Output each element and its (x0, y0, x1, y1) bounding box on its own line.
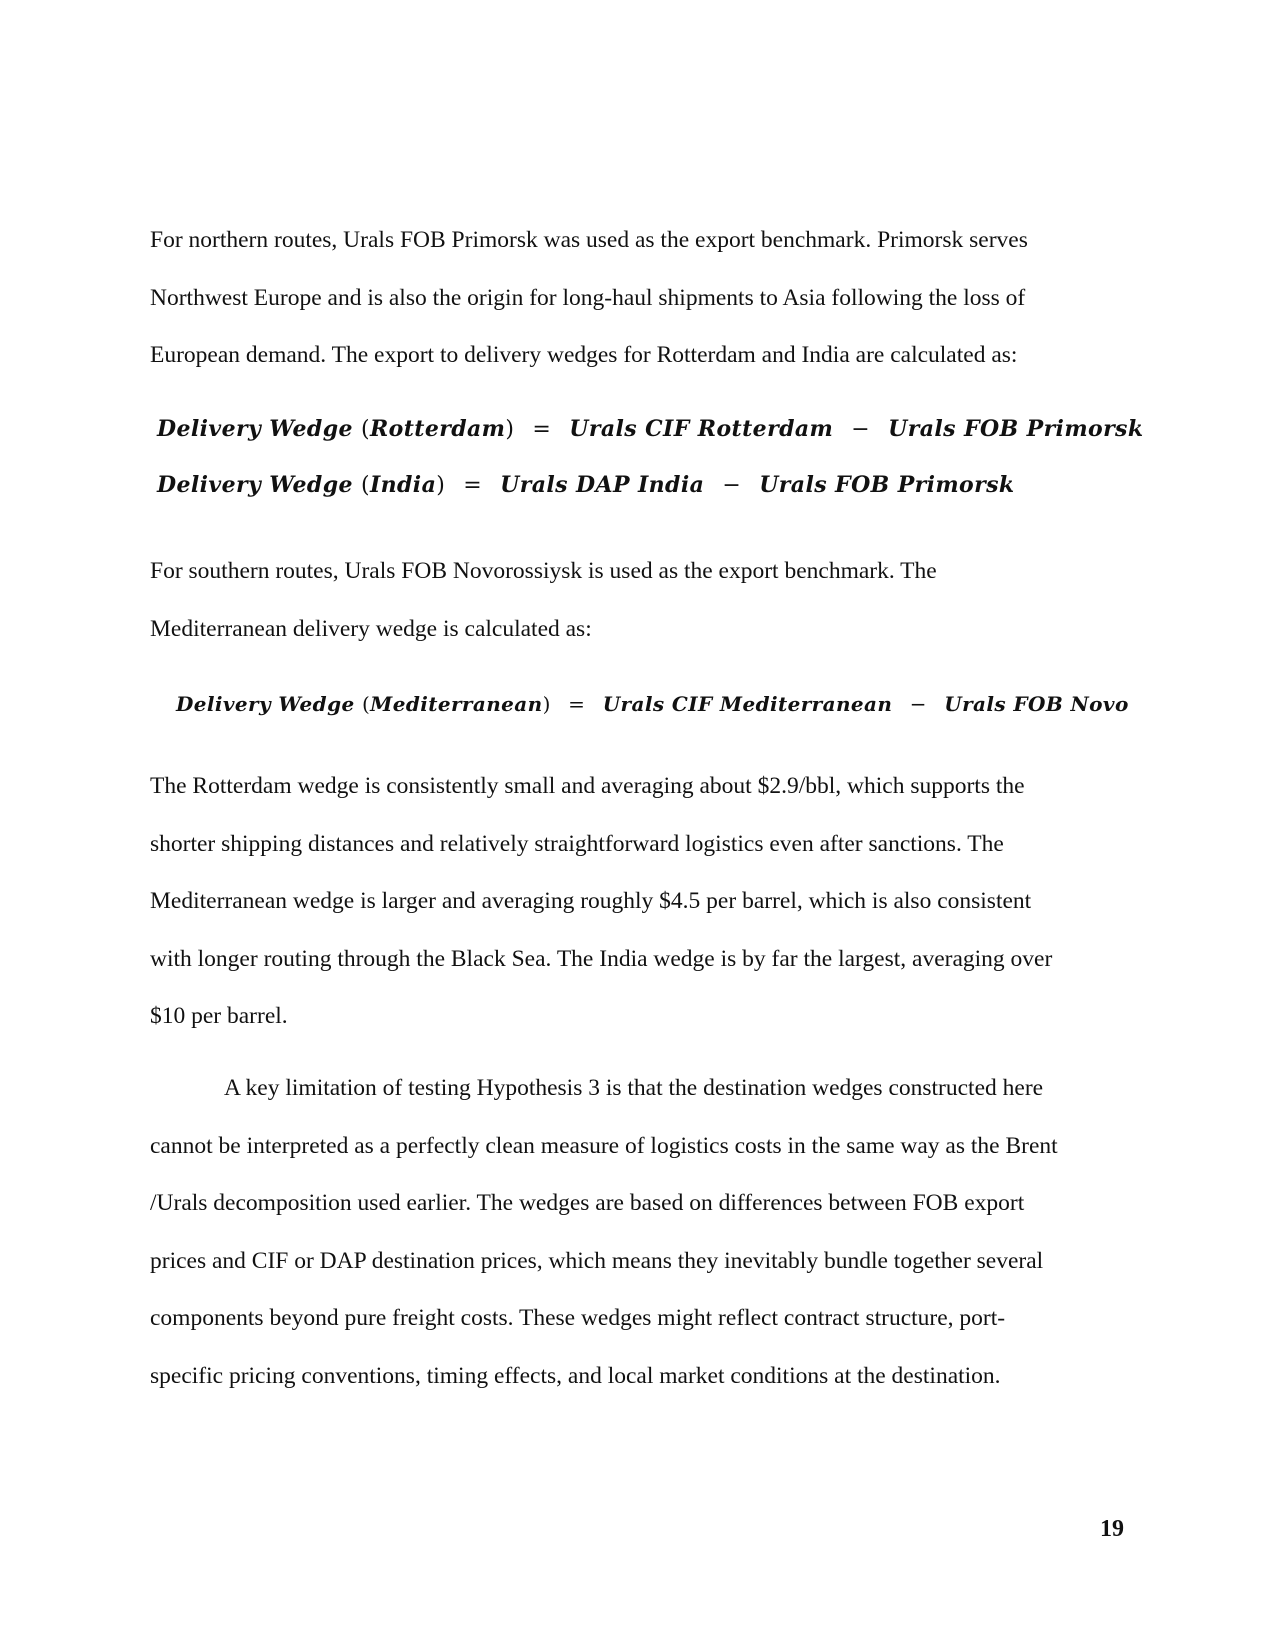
close-paren: ) (505, 417, 515, 442)
equation-lhs: Delivery Wedge (157, 416, 353, 442)
text-line: cannot be interpreted as a perfectly clean measure of logistics costs in the same way as the Brent (150, 1132, 1058, 1159)
text-line: Mediterranean delivery wedge is calculated as: (150, 615, 592, 642)
text-line: The Rotterdam wedge is consistently small and averaging about $2.9/bbl, which supports the (150, 773, 1025, 799)
text-line: Mediterranean wedge is larger and averaging roughly $4.5 per barrel, which is also consistent (150, 888, 1032, 914)
equation-india (157, 472, 1015, 498)
equation-arg: Rotterdam (369, 416, 506, 442)
equation-term-2: Urals FOB Primorsk (888, 416, 1144, 442)
equation-arg: India (369, 472, 437, 498)
text-line: components beyond pure freight costs. These wedges might reflect contract structure, port- (150, 1305, 1006, 1331)
text-line: shorter shipping distances and relatively straightforward logistics even after sanctions. The (150, 830, 1004, 857)
equation-term-2: Urals FOB Primorsk (759, 472, 1015, 498)
text-line: prices and CIF or DAP destination prices, which means they inevitably bundle together several (150, 1247, 1044, 1274)
equation-lhs: Delivery Wedge (157, 472, 353, 498)
page-number: 19 (1100, 1516, 1124, 1542)
equals-sign: = (568, 692, 586, 716)
text-line: European demand. The export to delivery wedges for Rotterdam and India are calculated as: (150, 342, 1018, 368)
equals-sign: = (463, 473, 483, 498)
text-line: Northwest Europe and is also the origin for long-haul shipments to Asia following the loss of (150, 284, 1026, 311)
text-line: $10 per barrel. (150, 1003, 288, 1029)
close-paren: ) (542, 692, 551, 716)
equals-sign: = (532, 417, 552, 442)
equation-term-2: Urals FOB Novo (944, 692, 1129, 716)
equation-term-1: Urals CIF Rotterdam (569, 416, 834, 442)
text-line: A key limitation of testing Hypothesis 3 is that the destination wedges constructed here (224, 1075, 1044, 1101)
close-paren: ) (436, 473, 446, 498)
text-line: For southern routes, Urals FOB Novorossiysk is used as the export benchmark. The (150, 558, 937, 584)
equation-lhs: Delivery Wedge (176, 692, 355, 716)
paragraph-northern-routes (150, 212, 1130, 385)
equation-term-1: Urals DAP India (500, 472, 705, 498)
open-paren: ( (360, 417, 370, 442)
minus-sign: − (909, 692, 927, 716)
open-paren: ( (361, 692, 371, 716)
minus-sign: − (722, 473, 742, 498)
text-line: with longer routing through the Black Sea. The India wedge is by far the largest, averaging over (150, 945, 1053, 972)
text-line: /Urals decomposition used earlier. The wedges are based on differences between FOB export (150, 1190, 1025, 1216)
open-paren: ( (360, 473, 370, 498)
equation-arg: Mediterranean (370, 692, 543, 716)
text-line: For northern routes, Urals FOB Primorsk was used as the export benchmark. Primorsk serves (150, 227, 1028, 253)
equation-mediterranean (176, 692, 1129, 716)
equation-term-1: Urals CIF Mediterranean (602, 692, 893, 716)
minus-sign: − (851, 417, 871, 442)
paragraph-limitation (150, 1060, 1130, 1405)
equation-rotterdam (157, 416, 1144, 442)
paragraph-wedge-averages (150, 758, 1130, 1046)
paragraph-southern-routes (150, 543, 1130, 658)
text-line: specific pricing conventions, timing effects, and local market conditions at the destination. (150, 1362, 1001, 1389)
